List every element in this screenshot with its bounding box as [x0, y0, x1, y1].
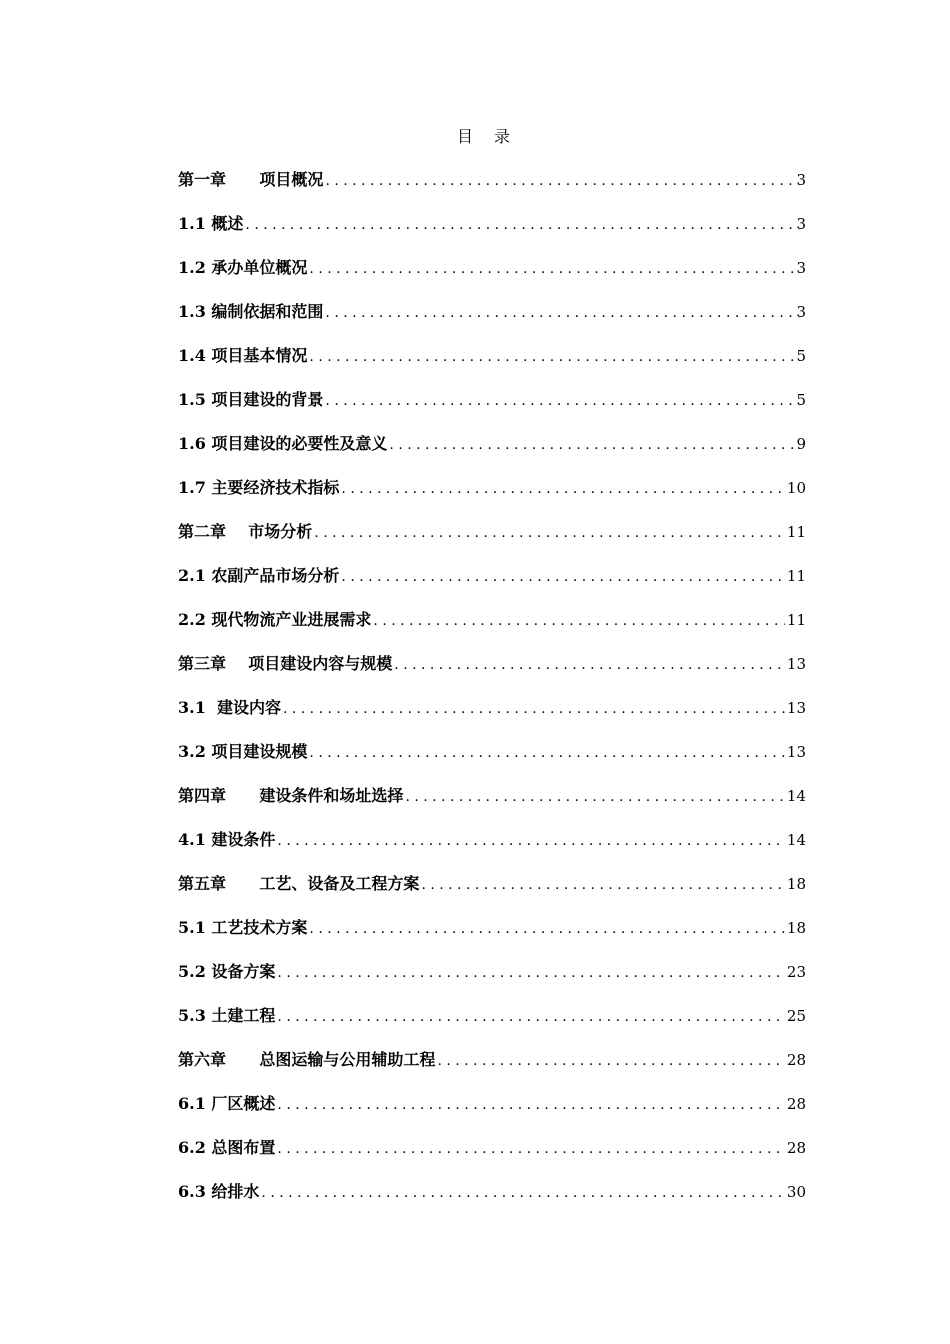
toc-entry-page-number: 3 [796, 303, 806, 321]
toc-entry-label: 1.5 项目建设的背景 [178, 390, 324, 409]
toc-entry-label: 3.2 项目建设规模 [178, 742, 308, 761]
toc-entry-page-number: 14 [786, 787, 806, 805]
toc-entry-label: 2.2 现代物流产业进展需求 [178, 610, 372, 629]
toc-dot-leader [277, 1091, 784, 1119]
toc-entry[interactable] [178, 650, 806, 694]
toc-entry[interactable] [178, 1046, 806, 1090]
toc-entry-page-number: 10 [786, 479, 806, 497]
toc-entry-page-number: 9 [796, 435, 806, 453]
toc-entry-label: 1.1 概述 [178, 214, 244, 233]
toc-entry-label: 5.2 设备方案 [178, 962, 276, 981]
toc-entry-label: 第三章 项目建设内容与规模 [178, 654, 393, 673]
toc-entry-page-number: 30 [786, 1183, 806, 1201]
toc-entry-page-number: 3 [796, 259, 806, 277]
toc-entry-label: 6.2 总图布置 [178, 1138, 276, 1157]
toc-entry-label: 5.3 土建工程 [178, 1006, 276, 1025]
toc-entry[interactable] [178, 474, 806, 518]
toc-entry-page-number: 25 [786, 1007, 806, 1025]
toc-dot-leader [389, 431, 794, 459]
toc-entry-label: 1.6 项目建设的必要性及意义 [178, 434, 388, 453]
toc-entry-page-number: 28 [786, 1139, 806, 1157]
toc-entry[interactable] [178, 958, 806, 1002]
toc-dot-leader [309, 739, 784, 767]
toc-entry[interactable] [178, 606, 806, 650]
toc-entry-label: 第一章 项目概况 [178, 170, 324, 189]
toc-entry-label: 6.1 厂区概述 [178, 1094, 276, 1113]
toc-dot-leader [261, 1179, 784, 1207]
toc-entry-label: 3.1 建设内容 [178, 698, 281, 717]
toc-entry-label: 1.7 主要经济技术指标 [178, 478, 340, 497]
toc-entry-page-number: 3 [796, 171, 806, 189]
toc-entry-label: 4.1 建设条件 [178, 830, 276, 849]
toc-entry-page-number: 18 [786, 919, 806, 937]
toc-entry[interactable] [178, 1090, 806, 1134]
toc-entry-page-number: 28 [786, 1051, 806, 1069]
toc-entry-page-number: 18 [786, 875, 806, 893]
toc-dot-leader [309, 915, 784, 943]
toc-entry[interactable] [178, 694, 806, 738]
toc-entry-page-number: 28 [786, 1095, 806, 1113]
toc-entry-page-number: 11 [786, 523, 806, 541]
toc-entry[interactable] [178, 1178, 806, 1222]
toc-title: 目 录 [456, 127, 519, 146]
toc-entry[interactable] [178, 1002, 806, 1046]
toc-entry[interactable] [178, 298, 806, 342]
toc-dot-leader [373, 607, 784, 635]
toc-entry-page-number: 13 [786, 699, 806, 717]
toc-dot-leader [277, 959, 784, 987]
toc-dot-leader [283, 695, 785, 723]
toc-entry[interactable] [178, 826, 806, 870]
toc-entry[interactable] [178, 870, 806, 914]
toc-dot-leader [405, 783, 784, 811]
toc-entry[interactable] [178, 254, 806, 298]
toc-entry-page-number: 11 [786, 611, 806, 629]
toc-entry-page-number: 11 [786, 567, 806, 585]
toc-dot-leader [314, 519, 785, 547]
toc-dot-leader [421, 871, 784, 899]
toc-entry[interactable] [178, 210, 806, 254]
toc-dot-leader [325, 387, 794, 415]
toc-entry-page-number: 5 [796, 391, 806, 409]
toc-entry[interactable] [178, 1134, 806, 1178]
toc-dot-leader [309, 255, 794, 283]
toc-entry-page-number: 3 [796, 215, 806, 233]
toc-dot-leader [341, 475, 784, 503]
toc-entry[interactable] [178, 738, 806, 782]
toc-dot-leader [341, 563, 784, 591]
toc-dot-leader [309, 343, 794, 371]
toc-list [178, 166, 806, 1222]
toc-entry-page-number: 13 [786, 655, 806, 673]
toc-entry-label: 6.3 给排水 [178, 1182, 260, 1201]
toc-entry[interactable] [178, 518, 806, 562]
toc-entry-page-number: 13 [786, 743, 806, 761]
toc-dot-leader [325, 167, 794, 195]
toc-dot-leader [437, 1047, 784, 1075]
toc-dot-leader [277, 827, 784, 855]
toc-dot-leader [394, 651, 785, 679]
toc-dot-leader [325, 299, 794, 327]
toc-entry[interactable] [178, 782, 806, 826]
toc-entry[interactable] [178, 562, 806, 606]
toc-entry-label: 1.3 编制依据和范围 [178, 302, 324, 321]
toc-entry-label: 5.1 工艺技术方案 [178, 918, 308, 937]
toc-dot-leader [277, 1003, 784, 1031]
toc-entry-label: 2.1 农副产品市场分析 [178, 566, 340, 585]
toc-entry-label: 第四章 建设条件和场址选择 [178, 786, 404, 805]
toc-entry[interactable] [178, 342, 806, 386]
toc-entry-page-number: 5 [796, 347, 806, 365]
toc-entry-label: 第五章 工艺、设备及工程方案 [178, 874, 420, 893]
toc-entry-page-number: 23 [786, 963, 806, 981]
toc-entry-label: 第二章 市场分析 [178, 522, 313, 541]
toc-entry[interactable] [178, 914, 806, 958]
toc-dot-leader [277, 1135, 784, 1163]
toc-entry[interactable] [178, 386, 806, 430]
toc-entry-page-number: 14 [786, 831, 806, 849]
toc-entry-label: 第六章 总图运输与公用辅助工程 [178, 1050, 436, 1069]
toc-entry[interactable] [178, 430, 806, 474]
toc-entry-label: 1.4 项目基本情况 [178, 346, 308, 365]
toc-dot-leader [245, 211, 794, 239]
toc-entry[interactable] [178, 166, 806, 210]
toc-entry-label: 1.2 承办单位概况 [178, 258, 308, 277]
